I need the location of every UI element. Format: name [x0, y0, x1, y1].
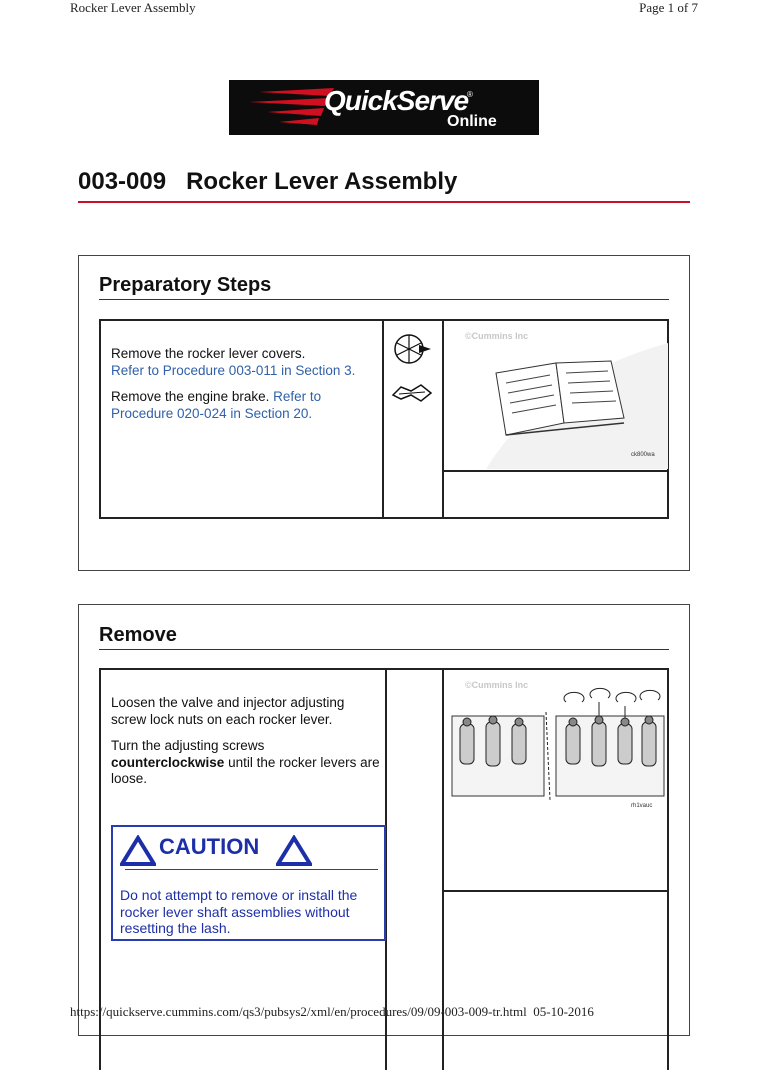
section-divider: [99, 299, 669, 300]
tools-required-icon: [391, 331, 433, 367]
logo-subtitle: Online: [447, 113, 497, 130]
copyright-watermark: ©Cummins Inc: [465, 331, 529, 341]
column-divider: [382, 321, 384, 517]
direction-emphasis: counterclockwise: [111, 754, 225, 770]
page-footer: [70, 1004, 594, 1020]
page-number: Page 1 of 7: [639, 0, 698, 15]
procedure-link[interactable]: Refer to Procedure 020-024 in Section 20.: [111, 389, 322, 421]
image-code: rh1vauc: [631, 803, 653, 809]
step-text: Remove the rocker lever covers.: [111, 346, 306, 361]
copyright-watermark: ©Cummins Inc: [465, 680, 529, 690]
service-manual-illustration: [446, 323, 668, 469]
procedure-link[interactable]: Refer to Procedure 003-011 in Section 3.: [111, 362, 356, 378]
section-divider: [99, 649, 669, 650]
step-text: Remove the engine brake.: [111, 389, 270, 404]
step-table: [99, 319, 669, 519]
caution-box: [111, 825, 386, 941]
warning-triangle-icon: [276, 835, 312, 867]
preparatory-steps-section: [78, 255, 690, 571]
procedure-title: Rocker Lever Assembly: [186, 168, 458, 195]
row-divider: [444, 470, 667, 472]
logo-registered-mark: ®: [467, 90, 473, 99]
column-divider: [442, 321, 444, 517]
section-heading: Preparatory Steps: [99, 274, 272, 296]
row-divider: [444, 890, 667, 892]
logo-brand: QuickServe: [324, 85, 469, 116]
title-divider: [78, 201, 690, 203]
caution-message: Do not attempt to remove or install the rocker lever shaft assemblies without resetting the lash.: [120, 887, 358, 936]
caution-title: CAUTION: [159, 834, 260, 859]
page-title: [78, 168, 457, 196]
print-date: 05-10-2016: [533, 1004, 594, 1019]
source-url[interactable]: https://quickserve.cummins.com/qs3/pubsys2/xml/en/procedures/09/09-003-009-tr.html: [70, 1004, 527, 1019]
wrench-icon: [391, 383, 433, 403]
image-code: ck800wa: [631, 452, 655, 458]
caution-divider: [125, 869, 378, 870]
step-text: Loosen the valve and injector adjusting screw lock nuts on each rocker lever.: [111, 695, 345, 727]
step-text: Turn the adjusting screws: [111, 738, 265, 753]
section-heading: Remove: [99, 624, 177, 646]
page-header-title: Rocker Lever Assembly: [70, 0, 196, 15]
quickserve-logo: [229, 80, 539, 135]
warning-triangle-icon: [120, 835, 156, 867]
remove-section: [78, 604, 690, 1036]
step-instructions: [111, 346, 373, 432]
step-instructions: [111, 695, 381, 798]
step-text: until the rocker levers are loose.: [111, 754, 380, 786]
rocker-lever-illustration: [446, 672, 668, 800]
procedure-number: 003-009: [78, 168, 167, 195]
